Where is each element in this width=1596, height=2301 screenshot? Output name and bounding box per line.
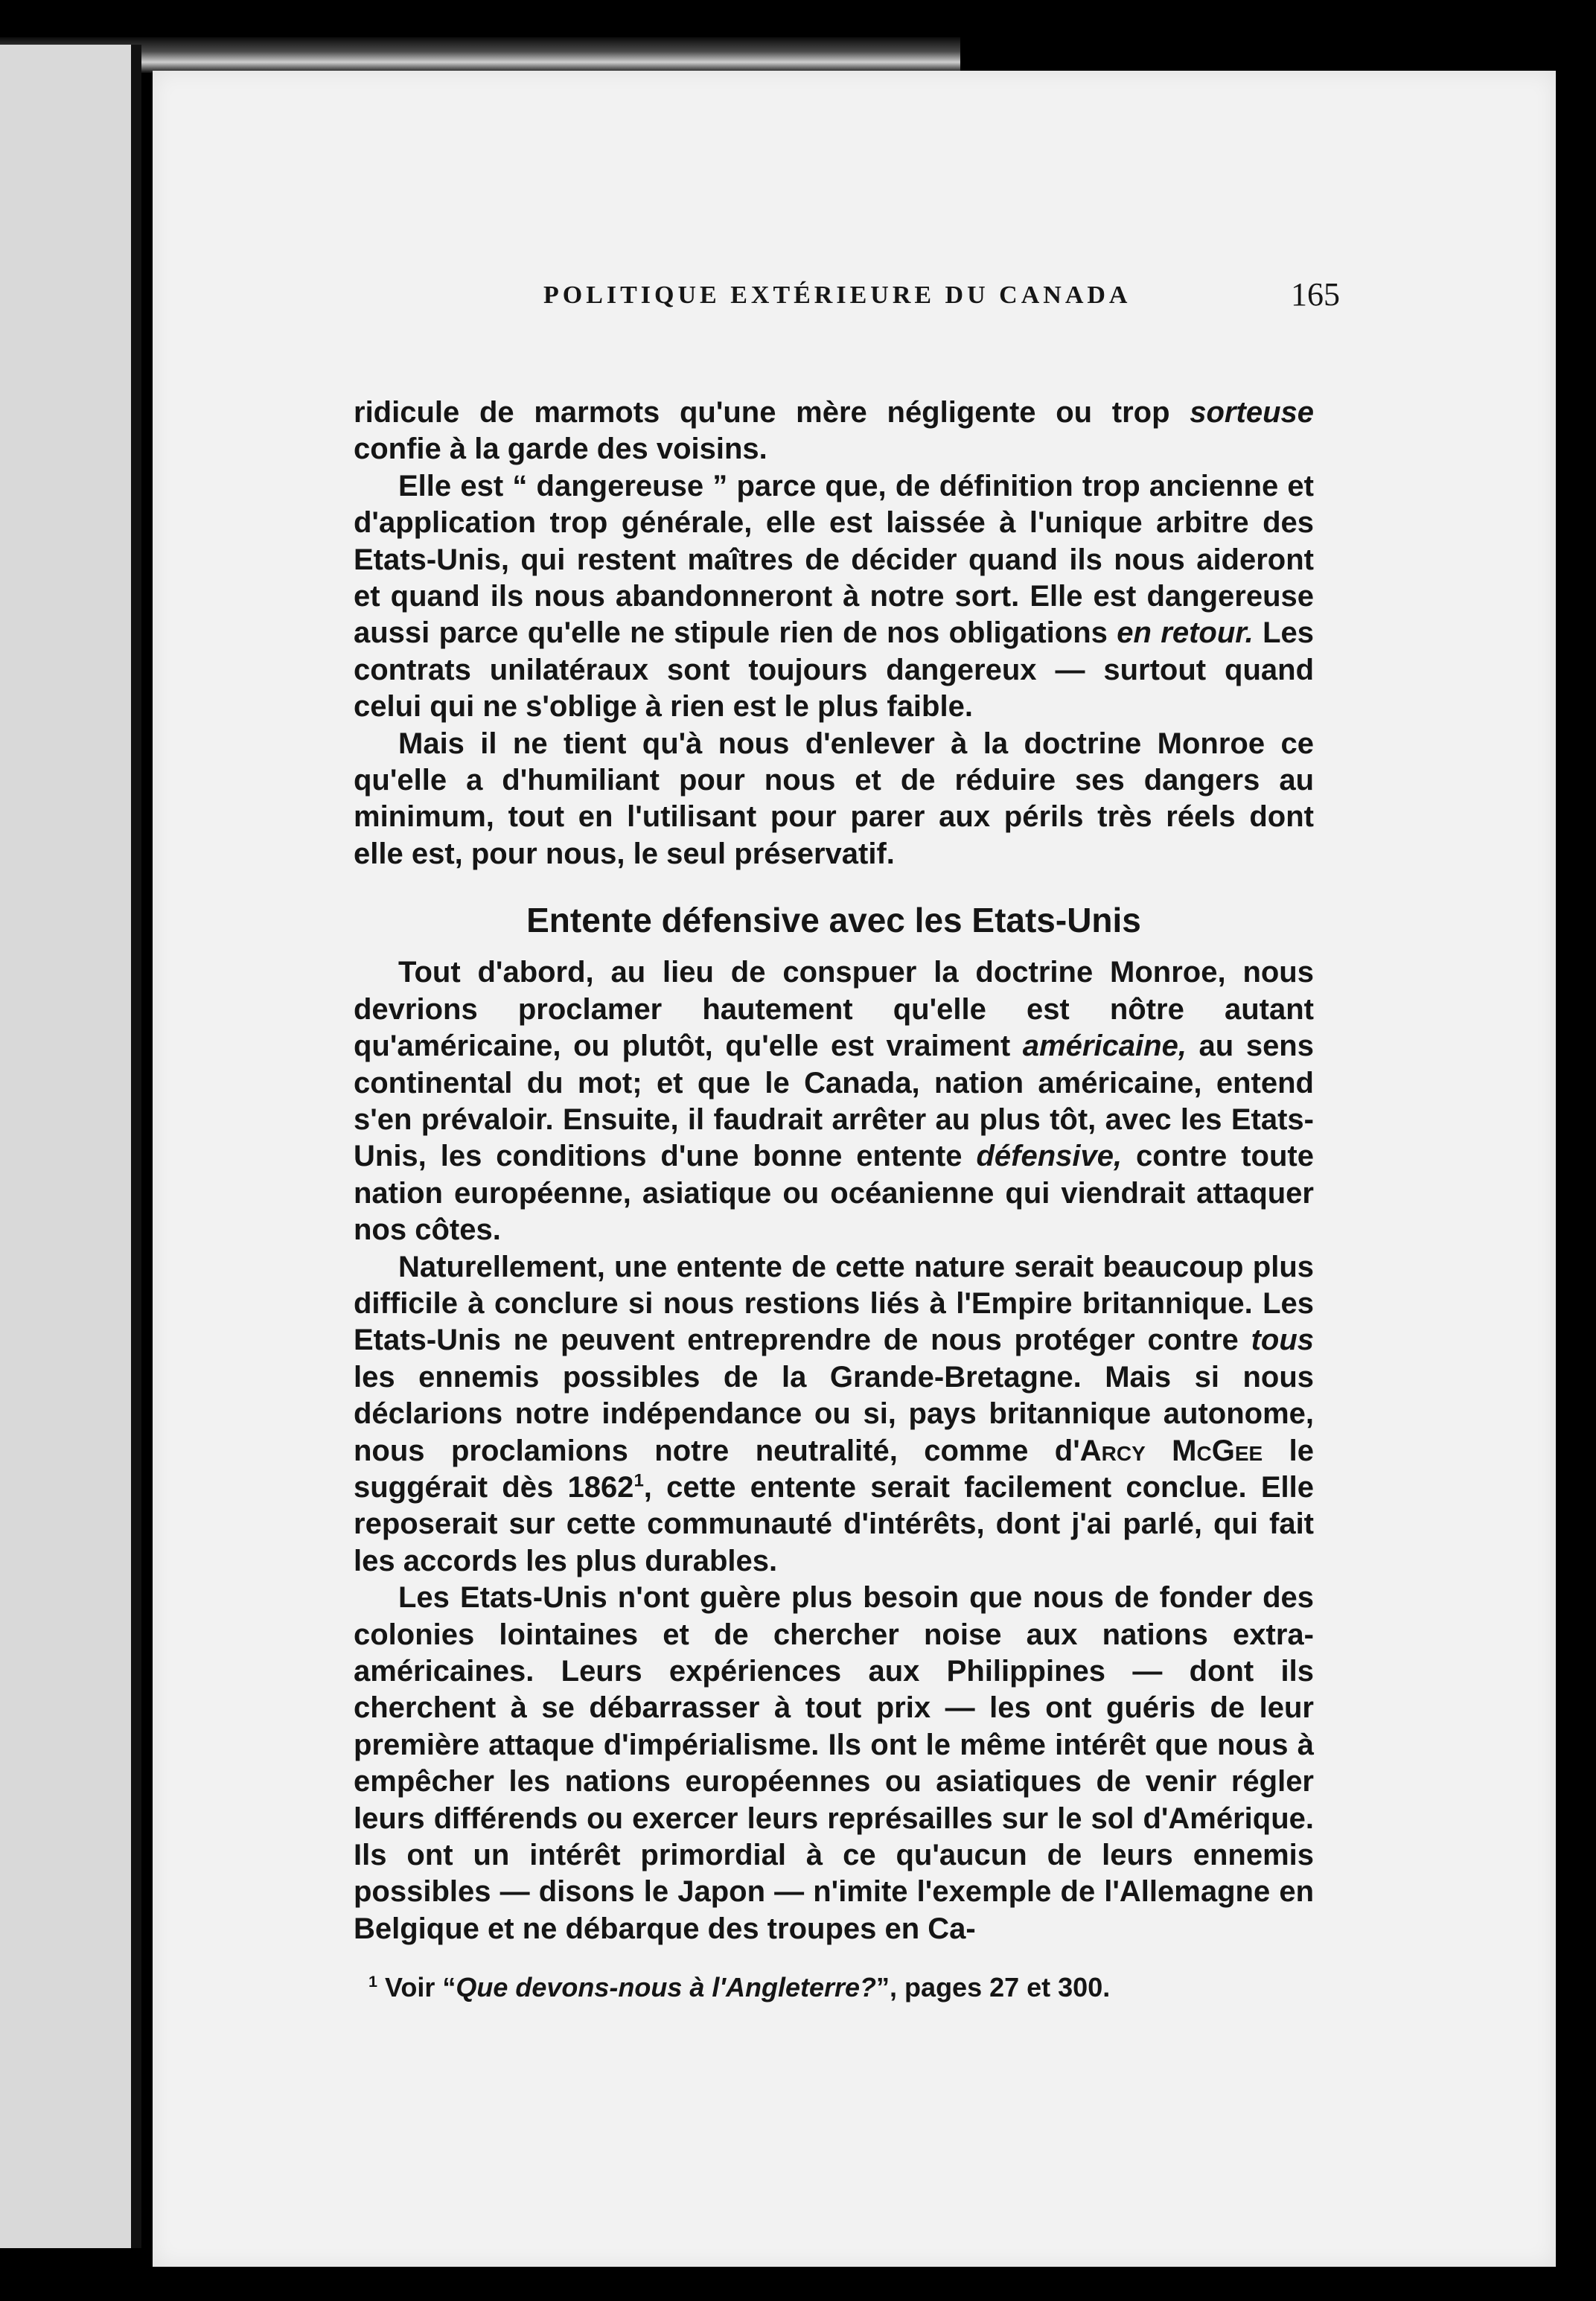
paragraph: Tout d'abord, au lieu de conspuer la doctrine Monroe, nous devrions proclamer hautement qu'elle est nôtre autant qu'américaine, ou plutôt, qu'elle est vraiment américaine, au sens continental du mot; et que le Canada, nation américaine, entend s'en prévaloir. Ensuite, il faudrait arrêter au plus tôt, avec les Etats-Unis, les conditions d'une bonne entente défensive, contre toute nation européenne, asiatique ou océanienne qui viendrait attaquer nos côtes. <box>354 956 1314 1247</box>
running-header <box>387 275 1340 320</box>
paragraph: Naturellement, une entente de cette nature serait beaucoup plus difficile à conclure si nous restions liés à l'Empire britannique. Les Etats-Unis ne peuvent entreprendre de nous protéger contre tous les ennemis possibles de la Grande-Bretagne. Mais si nous déclarions notre indépendance ou si, pays britannique autonome, nous proclamions notre neutralité, comme d'Arcy McGee le suggérait dès 1862$^1$, cette entente serait facilement conclue. Elle reposerait sur cette communauté d'intérêts, dont j'ai parlé, qui fait les accords les plus durables. <box>354 1250 1314 1577</box>
footnote-ref: 1 <box>633 1470 644 1491</box>
paragraph: Les Etats-Unis n'ont guère plus besoin que nous de fonder des colonies lointaines et de chercher noise aux nations extra-américaines. Leurs expériences aux Philippines — dont ils cherchent à se débarrasser à tout prix — les ont guéris de leur première attaque d'impérialisme. Ils ont le même intérêt que nous à empêcher les nations européennes ou asiatiques de venir régler leurs différends ou exercer leurs représailles sur le sol d'Amérique. Ils ont un intérêt primordial à ce qu'aucun de leurs ennemis possibles — disons le Japon — n'imite l'exemple de l'Allemagne en Belgique et ne débarque des troupes en Ca- <box>354 1581 1314 1945</box>
paragraph: Mais il ne tient qu'à nous d'enlever à la doctrine Monroe ce qu'elle a d'humiliant pour nous et de réduire ses dangers au minimum, tout en l'utilisant pour parer aux périls très réels dont elle est, pour nous, le seul préservatif. <box>354 727 1314 870</box>
scan-top-edge <box>0 37 960 73</box>
section-heading: Entente défensive avec les Etats-Unis <box>526 901 1141 940</box>
facing-page-edge <box>0 45 141 2248</box>
paragraph: Elle est “ dangereuse ” parce que, de définition trop ancienne et d'application trop générale, elle est laissée à l'unique arbitre des Etats-Unis, qui restent maîtres de décider quand ils nous aideront et quand ils nous abandonneront à notre sort. Elle est dangereuse aussi parce qu'elle ne stipule rien de nos obligations en retour. Les contrats unilatéraux sont toujours dangereux — surtout quand celui qui ne s'oblige à rien est le plus faible. <box>354 469 1314 724</box>
page-body <box>354 395 1314 2004</box>
author-name: Arcy McGee <box>1079 1434 1263 1467</box>
paragraph: ridicule de marmots qu'une mère négligente ou trop sorteuse confie à la garde des voisins. <box>354 396 1314 466</box>
running-title: POLITIQUE EXTÉRIEURE DU CANADA <box>543 281 1131 309</box>
footnote-marker: 1 <box>368 1972 378 1991</box>
page-number: 165 <box>1291 276 1340 313</box>
footnote: $^1$ Voir “Que devons-nous à l'Angleterre?”, pages 27 et 300. <box>368 1972 1111 2003</box>
